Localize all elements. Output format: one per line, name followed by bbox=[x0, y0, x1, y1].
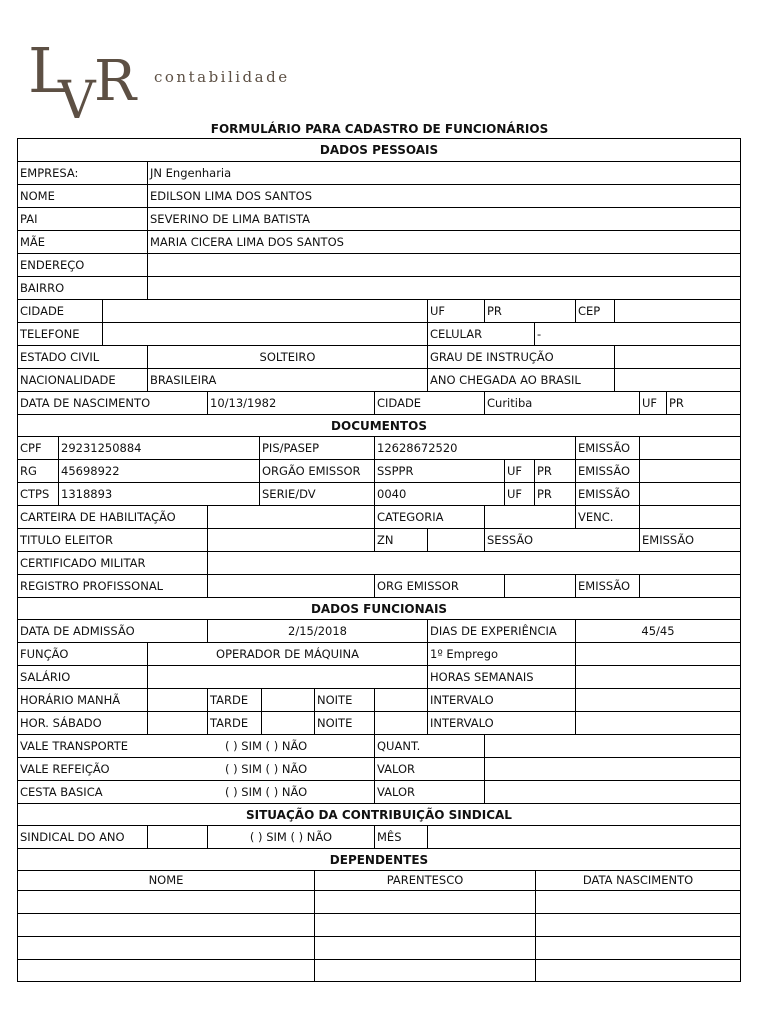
vt-sim-nao[interactable]: ( ) SIM ( ) NÃO bbox=[225, 739, 308, 753]
nome-label: NOME bbox=[20, 189, 55, 203]
salario-label: SALÁRIO bbox=[20, 670, 71, 684]
zn-field[interactable] bbox=[427, 529, 484, 551]
row-vale-refeicao bbox=[17, 758, 741, 781]
primeiro-emprego-label: 1º Emprego bbox=[427, 643, 575, 665]
registro-label: REGISTRO PROFISSONAL bbox=[20, 579, 164, 593]
vr-sim-nao[interactable]: ( ) SIM ( ) NÃO bbox=[225, 762, 308, 776]
certificado-label: CERTIFICADO MILITAR bbox=[20, 556, 146, 570]
ano-chegada-field[interactable] bbox=[614, 369, 740, 391]
celular-field[interactable]: - bbox=[534, 323, 740, 345]
experiencia-field[interactable]: 45/45 bbox=[575, 620, 740, 642]
telefone-label: TELEFONE bbox=[20, 327, 80, 341]
tarde-field[interactable] bbox=[261, 689, 314, 711]
cep-field[interactable] bbox=[614, 300, 740, 322]
estado-civil-label: ESTADO CIVIL bbox=[20, 350, 100, 364]
header-nome: NOME bbox=[148, 873, 184, 887]
row-cesta-basica bbox=[17, 781, 741, 804]
celular-label: CELULAR bbox=[427, 323, 534, 345]
row-horario-manha bbox=[17, 689, 741, 712]
noite-field[interactable] bbox=[374, 689, 427, 711]
ctps-uf-label: UF bbox=[504, 483, 534, 505]
row-titulo bbox=[17, 529, 741, 552]
grau-label: GRAU DE INSTRUÇÃO bbox=[427, 346, 614, 368]
horas-field[interactable] bbox=[575, 666, 740, 688]
intervalo-label: INTERVALO bbox=[427, 689, 575, 711]
logo-letter-l: L bbox=[28, 34, 70, 107]
vt-label: VALE TRANSPORTE bbox=[20, 739, 129, 753]
section-dependentes bbox=[17, 849, 741, 871]
funcao-field[interactable]: OPERADOR DE MÁQUINA bbox=[147, 643, 427, 665]
horario-manha-label: HORÁRIO MANHÃ bbox=[20, 693, 121, 707]
ctps-field[interactable]: 1318893 bbox=[58, 483, 259, 505]
dependente-row bbox=[17, 937, 741, 960]
org-emissor-label: ORG EMISSOR bbox=[374, 575, 504, 597]
header-parentesco: PARENTESCO bbox=[314, 871, 535, 890]
uf-nasc-label: UF bbox=[639, 392, 666, 414]
cb-valor-label: VALOR bbox=[374, 781, 484, 803]
row-vale-transporte bbox=[17, 735, 741, 758]
rg-label: RG bbox=[20, 464, 37, 478]
noite-label: NOITE bbox=[314, 689, 374, 711]
dependente-parentesco-field[interactable] bbox=[314, 960, 535, 981]
sindical-ano-field[interactable] bbox=[147, 826, 207, 848]
sessao-label: SESSÃO bbox=[484, 529, 639, 551]
row-nascimento bbox=[17, 392, 741, 415]
dependente-row bbox=[17, 960, 741, 982]
cpf-emissao-field[interactable] bbox=[639, 437, 740, 459]
endereco-field[interactable] bbox=[147, 254, 740, 276]
header-data-nascimento: DATA NASCIMENTO bbox=[535, 871, 740, 890]
dependente-nome-field[interactable] bbox=[18, 914, 314, 936]
row-registro bbox=[17, 575, 741, 598]
row-ctps bbox=[17, 483, 741, 506]
cep-label: CEP bbox=[575, 300, 614, 322]
cpf-field[interactable]: 29231250884 bbox=[58, 437, 259, 459]
venc-field[interactable] bbox=[639, 506, 740, 528]
pis-field[interactable]: 12628672520 bbox=[374, 437, 575, 459]
endereco-label: ENDEREÇO bbox=[20, 258, 85, 272]
logo-letter-r: R bbox=[94, 49, 137, 114]
nacionalidade-label: NACIONALIDADE bbox=[20, 373, 116, 387]
dependente-nascimento-field[interactable] bbox=[535, 891, 740, 913]
uf-field[interactable]: PR bbox=[484, 300, 575, 322]
sabado-intervalo-field[interactable] bbox=[575, 712, 740, 734]
row-admissao bbox=[17, 620, 741, 643]
pis-label: PIS/PASEP bbox=[259, 437, 374, 459]
row-endereco bbox=[17, 254, 741, 277]
estado-civil-field[interactable]: SOLTEIRO bbox=[147, 346, 427, 368]
orgao-label: ORGÃO EMISSOR bbox=[259, 460, 374, 482]
section-documentos bbox=[17, 415, 741, 437]
form-title: FORMULÁRIO PARA CADASTRO DE FUNCIONÁRIOS bbox=[210, 122, 549, 136]
empresa-field[interactable]: JN Engenharia bbox=[147, 162, 740, 184]
venc-label: VENC. bbox=[575, 506, 639, 528]
quant-label: QUANT. bbox=[374, 735, 484, 757]
ctps-emissao-label: EMISSÃO bbox=[575, 483, 639, 505]
section-dados-pessoais bbox=[17, 138, 741, 162]
mes-label: MÊS bbox=[374, 826, 427, 848]
dependente-row bbox=[17, 914, 741, 937]
hor-sabado-field[interactable] bbox=[147, 712, 207, 734]
ctps-uf-field[interactable]: PR bbox=[534, 483, 575, 505]
row-sindical bbox=[17, 826, 741, 849]
pai-label: PAI bbox=[20, 212, 38, 226]
intervalo-field[interactable] bbox=[575, 689, 740, 711]
registration-form bbox=[17, 0, 742, 1024]
ano-chegada-label: ANO CHEGADA AO BRASIL bbox=[427, 369, 614, 391]
nome-field[interactable]: EDILSON LIMA DOS SANTOS bbox=[147, 185, 740, 207]
hor-sabado-label: HOR. SÁBADO bbox=[20, 716, 102, 730]
primeiro-emprego-field[interactable] bbox=[575, 643, 740, 665]
salario-field[interactable] bbox=[147, 666, 427, 688]
rg-uf-field[interactable]: PR bbox=[534, 460, 575, 482]
titulo-field[interactable] bbox=[207, 529, 374, 551]
cidade-nasc-label: CIDADE bbox=[374, 392, 484, 414]
rg-field[interactable]: 45698922 bbox=[58, 460, 259, 482]
row-salario bbox=[17, 666, 741, 689]
row-habilitacao bbox=[17, 506, 741, 529]
cb-label: CESTA BASICA bbox=[20, 785, 103, 799]
dependente-nome-field[interactable] bbox=[18, 937, 314, 959]
dependente-parentesco-field[interactable] bbox=[314, 891, 535, 913]
quant-field[interactable] bbox=[484, 735, 740, 757]
vr-valor-field[interactable] bbox=[484, 758, 740, 780]
cpf-emissao-label: EMISSÃO bbox=[575, 437, 639, 459]
habilitacao-label: CARTEIRA DE HABILITAÇÃO bbox=[20, 510, 176, 524]
section-title: SITUAÇÃO DA CONTRIBUIÇÃO SINDICAL bbox=[246, 808, 512, 822]
row-pai bbox=[17, 208, 741, 231]
section-title: DEPENDENTES bbox=[329, 853, 429, 867]
cidade-label: CIDADE bbox=[20, 304, 65, 318]
funcao-label: FUNÇÃO bbox=[20, 647, 69, 661]
logo-letter-v: V bbox=[58, 71, 96, 125]
cidade-field[interactable] bbox=[102, 300, 427, 322]
row-mae bbox=[17, 231, 741, 254]
serie-field[interactable]: 0040 bbox=[374, 483, 504, 505]
registro-emissao-field[interactable] bbox=[639, 575, 740, 597]
sindical-label: SINDICAL DO ANO bbox=[20, 830, 125, 844]
row-certificado bbox=[17, 552, 741, 575]
row-nacionalidade bbox=[17, 369, 741, 392]
categoria-field[interactable] bbox=[484, 506, 575, 528]
vr-label: VALE REFEIÇÃO bbox=[20, 762, 110, 776]
logo-word: contabilidade bbox=[154, 68, 290, 86]
section-title: DADOS FUNCIONAIS bbox=[310, 602, 448, 616]
experiencia-label: DIAS DE EXPERIÊNCIA bbox=[427, 620, 575, 642]
registro-emissao-label: EMISSÃO bbox=[575, 575, 639, 597]
dependente-nascimento-field[interactable] bbox=[535, 914, 740, 936]
bairro-field[interactable] bbox=[147, 277, 740, 299]
row-estado-civil bbox=[17, 346, 741, 369]
titulo-label: TITULO ELEITOR bbox=[20, 533, 113, 547]
zn-label: ZN bbox=[374, 529, 427, 551]
sindical-sim-nao[interactable]: ( ) SIM ( ) NÃO bbox=[207, 826, 374, 848]
certificado-field[interactable] bbox=[207, 552, 740, 574]
sabado-noite-field[interactable] bbox=[374, 712, 427, 734]
row-cpf bbox=[17, 437, 741, 460]
row-nome bbox=[17, 185, 741, 208]
tarde-label: TARDE bbox=[207, 689, 261, 711]
dependente-row bbox=[17, 891, 741, 914]
row-cidade bbox=[17, 300, 741, 323]
row-bairro bbox=[17, 277, 741, 300]
sabado-tarde-label: TARDE bbox=[207, 712, 261, 734]
row-rg bbox=[17, 460, 741, 483]
sabado-tarde-field[interactable] bbox=[261, 712, 314, 734]
mes-field[interactable] bbox=[427, 826, 740, 848]
cpf-label: CPF bbox=[20, 441, 42, 455]
row-empresa bbox=[17, 162, 741, 185]
rg-emissao-label: EMISSÃO bbox=[575, 460, 639, 482]
dependente-parentesco-field[interactable] bbox=[314, 914, 535, 936]
section-title: DADOS PESSOAIS bbox=[319, 143, 439, 157]
pai-field[interactable]: SEVERINO DE LIMA BATISTA bbox=[147, 208, 740, 230]
uf-nasc-field[interactable]: PR bbox=[666, 392, 740, 414]
cidade-nasc-field[interactable]: Curitiba bbox=[484, 392, 639, 414]
nascimento-field[interactable]: 10/13/1982 bbox=[207, 392, 374, 414]
serie-label: SERIE/DV bbox=[259, 483, 374, 505]
titulo-emissao-label: EMISSÃO bbox=[639, 529, 740, 551]
mae-field[interactable]: MARIA CICERA LIMA DOS SANTOS bbox=[147, 231, 740, 253]
categoria-label: CATEGORIA bbox=[374, 506, 484, 528]
vr-valor-label: VALOR bbox=[374, 758, 484, 780]
ctps-emissao-field[interactable] bbox=[639, 483, 740, 505]
cb-valor-field[interactable] bbox=[484, 781, 740, 803]
org-emissor-field[interactable] bbox=[504, 575, 575, 597]
horas-label: HORAS SEMANAIS bbox=[427, 666, 575, 688]
ctps-label: CTPS bbox=[20, 487, 50, 501]
dependente-nome-field[interactable] bbox=[18, 960, 314, 981]
bairro-label: BAIRRO bbox=[20, 281, 65, 295]
section-dados-funcionais bbox=[17, 598, 741, 620]
registro-field[interactable] bbox=[207, 575, 374, 597]
nacionalidade-field[interactable]: BRASILEIRA bbox=[147, 369, 427, 391]
horario-manha-field[interactable] bbox=[147, 689, 207, 711]
orgao-field[interactable]: SSPPR bbox=[374, 460, 504, 482]
section-title: DOCUMENTOS bbox=[331, 419, 427, 433]
dependente-parentesco-field[interactable] bbox=[314, 937, 535, 959]
rg-emissao-field[interactable] bbox=[639, 460, 740, 482]
rg-uf-label: UF bbox=[504, 460, 534, 482]
telefone-field[interactable] bbox=[102, 323, 427, 345]
mae-label: MÃE bbox=[20, 235, 46, 249]
dependente-nascimento-field[interactable] bbox=[535, 937, 740, 959]
empresa-label: EMPRESA: bbox=[20, 166, 79, 180]
uf-label: UF bbox=[427, 300, 484, 322]
admissao-field[interactable]: 2/15/2018 bbox=[207, 620, 427, 642]
nascimento-label: DATA DE NASCIMENTO bbox=[20, 396, 151, 410]
dependentes-header bbox=[17, 871, 741, 891]
grau-field[interactable] bbox=[614, 346, 740, 368]
admissao-label: DATA DE ADMISSÃO bbox=[20, 624, 135, 638]
dependente-nascimento-field[interactable] bbox=[535, 960, 740, 981]
row-telefone bbox=[17, 323, 741, 346]
sabado-noite-label: NOITE bbox=[314, 712, 374, 734]
sabado-intervalo-label: INTERVALO bbox=[427, 712, 575, 734]
habilitacao-field[interactable] bbox=[207, 506, 374, 528]
dependente-nome-field[interactable] bbox=[18, 891, 314, 913]
row-funcao bbox=[17, 643, 741, 666]
section-sindical bbox=[17, 804, 741, 826]
row-hor-sabado bbox=[17, 712, 741, 735]
cb-sim-nao[interactable]: ( ) SIM ( ) NÃO bbox=[225, 785, 308, 799]
